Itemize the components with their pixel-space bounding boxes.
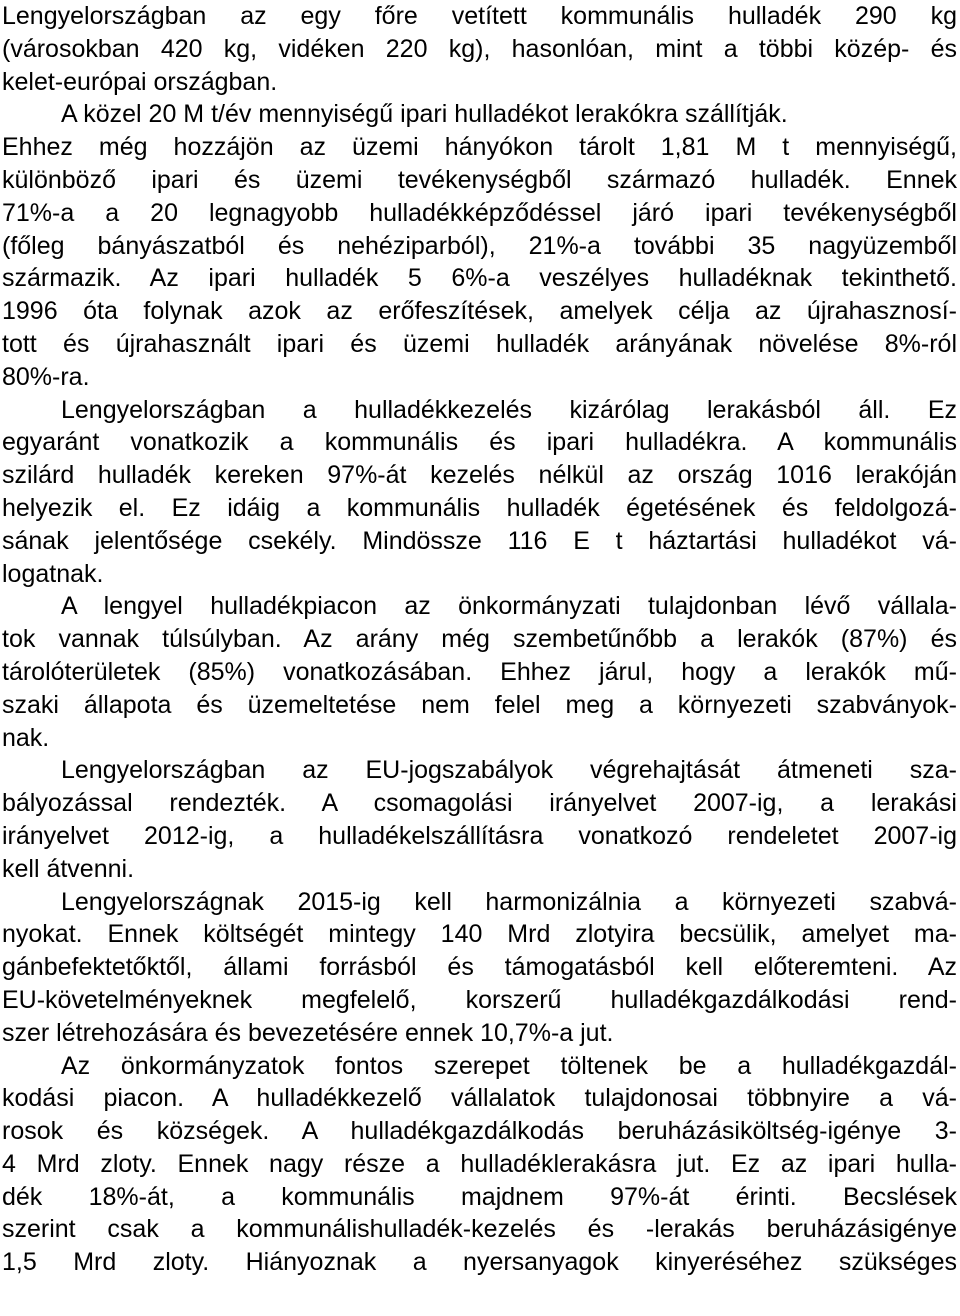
paragraph-line: sának jelentősége csekély. Mindössze 116 E t háztartási hulladékot vá- xyxy=(2,526,957,555)
paragraph-line: (főleg bányászatból és nehéziparból), 21%-a további 35 nagyüzemből xyxy=(2,231,957,260)
paragraph xyxy=(2,1050,957,1280)
paragraph-line: 80%-ra. xyxy=(2,362,90,391)
document-page xyxy=(2,0,957,1279)
paragraph-line: származik. Az ipari hulladék 5 6%-a veszélyes hulladéknak tekinthető. xyxy=(2,264,957,293)
paragraph xyxy=(2,0,957,98)
paragraph-line: irányelvet 2012-ig, a hulladékelszállításra vonatkozó rendeletet 2007-ig xyxy=(2,821,957,850)
paragraph-line: tok vannak túlsúlyban. Az arány még szembetűnőbb a lerakók (87%) és xyxy=(2,625,957,654)
paragraph-line: rosok és községek. A hulladékgazdálkodás beruházásiköltség-igénye 3- xyxy=(2,1117,957,1146)
paragraph xyxy=(2,886,957,1050)
paragraph-line: tárolóterületek (85%) vonatkozásában. Ehhez járul, hogy a lerakók mű- xyxy=(2,657,957,686)
paragraph-line: kelet-európai országban. xyxy=(2,67,278,96)
paragraph-line: kell átvenni. xyxy=(2,854,135,883)
paragraph-line: szaki állapota és üzemeltetése nem felel meg a környezeti szabványok- xyxy=(2,690,957,719)
paragraph-line: dék 18%-át, a kommunális majdnem 97%-át érinti. Becslések xyxy=(2,1182,957,1211)
paragraph-line: 4 Mrd zloty. Ennek nagy része a hulladéklerakásra jut. Ez az ipari hulla- xyxy=(2,1149,957,1178)
paragraph-line: EU-követelményeknek megfelelő, korszerű hulladékgazdálkodási rend- xyxy=(2,985,957,1014)
paragraph-line: tott és újrahasznált ipari és üzemi hulladék arányának növelése 8%-ról xyxy=(2,329,957,358)
paragraph-line: (városokban 420 kg, vidéken 220 kg), hasonlóan, mint a többi közép- és xyxy=(2,34,957,63)
paragraph-line: 1996 óta folynak azok az erőfeszítések, amelyek célja az újrahasznosí- xyxy=(2,297,957,326)
paragraph-line: Lengyelországban az egy főre vetített kommunális hulladék 290 kg xyxy=(2,2,957,30)
paragraph-line: Lengyelországban az EU-jogszabályok végrehajtását átmeneti sza- xyxy=(61,756,957,785)
paragraph xyxy=(2,754,957,885)
paragraph-line: kodási piacon. A hulladékkezelő vállalatok tulajdonosai többnyire a vá- xyxy=(2,1084,957,1113)
paragraph-line: gánbefektetőktől, állami forrásból és támogatásból kell előteremteni. Az xyxy=(2,953,957,982)
paragraph-line: nyokat. Ennek költségét mintegy 140 Mrd zlotyira becsülik, amelyet ma- xyxy=(2,920,957,949)
paragraph-line: A közel 20 M t/év mennyiségű ipari hulladékot lerakókra szállítják. xyxy=(61,100,788,129)
paragraph-line: 71%-a a 20 legnagyobb hulladékképződéssel járó ipari tevékenységből xyxy=(2,198,957,227)
paragraph xyxy=(2,590,957,754)
paragraph-line: helyezik el. Ez idáig a kommunális hulladék égetésének és feldolgozá- xyxy=(2,493,957,522)
paragraph-line: nak. xyxy=(2,723,50,752)
paragraph-line: különböző ipari és üzemi tevékenységből származó hulladék. Ennek xyxy=(2,165,957,194)
paragraph-line: szilárd hulladék kereken 97%-át kezelés nélkül az ország 1016 lerakóján xyxy=(2,461,957,490)
paragraph xyxy=(2,98,957,393)
paragraph-line: A lengyel hulladékpiacon az önkormányzati tulajdonban lévő vállala- xyxy=(61,592,957,621)
paragraph-line: Ehhez még hozzájön az üzemi hányókon tárolt 1,81 M t mennyiségű, xyxy=(2,133,957,162)
paragraph-line: logatnak. xyxy=(2,559,104,588)
paragraph-line: Lengyelországban a hulladékkezelés kizárólag lerakásból áll. Ez xyxy=(61,395,957,424)
paragraph-line: Az önkormányzatok fontos szerepet töltenek be a hulladékgazdál- xyxy=(61,1051,957,1080)
paragraph-line: egyaránt vonatkozik a kommunális és ipari hulladékra. A kommunális xyxy=(2,428,957,457)
paragraph-line: bályozással rendezték. A csomagolási irányelvet 2007-ig, a lerakási xyxy=(2,789,957,818)
paragraph-line: Lengyelországnak 2015-ig kell harmonizálnia a környezeti szabvá- xyxy=(61,887,957,916)
paragraph-line: 1,5 Mrd zloty. Hiányoznak a nyersanyagok kinyeréséhez szükséges xyxy=(2,1248,957,1277)
paragraph-line: szer létrehozására és bevezetésére ennek 10,7%-a jut. xyxy=(2,1018,614,1047)
paragraph xyxy=(2,394,957,591)
paragraph-line: szerint csak a kommunálishulladék-kezelés és -lerakás beruházásigénye xyxy=(2,1215,957,1244)
